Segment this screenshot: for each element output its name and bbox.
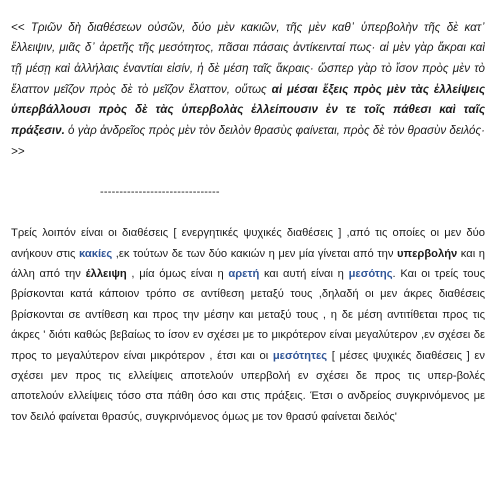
body-text: [ μέσες ψυχικές διαθέσεις ] εν σχέσει μεν προς τις ελλείψεις αποτελούν υπερβολή εν σχέσει δε προς τις υπερ-βολές αποτελούν ελλείψεις τόσο στα πάθη όσο και στις πράξεις. Έτσι ο ανδρείος συγκρινόμενος με τον δειλό φαίνεται θρασύς, συγκρινόμενος όμως με τον θρασύ φαίνεται δειλός' [11, 349, 486, 423]
body-text: ,εκ τούτων δε των δύο κακιών η μεν μία γίνεται από την [112, 247, 398, 260]
body-text: και η άλλη από την [11, 247, 485, 280]
term-mesotis: μεσότης [348, 268, 393, 280]
body-text: Τρείς λοιπόν είναι οι διαθέσεις [ ενεργητικές ψυχικές διαθέσεις ] ,από τις οποίες οι μεν δύο ανήκουν στις [11, 227, 485, 260]
body-text: . Και οι τρείς τους βρίσκονται κατά κάποιον τρόπο σε αντίθεση μεταξύ τους ,δηλαδή οι μεν άκρες διαθέσεις βρίσκονται σε αντίθεση και προς την μέσην και μεταξύ τους , η δε μέση αντιτίθεται προς τις άκρες ' διότι καθώς βεβαίως το ίσον εν σχέσει με το μικρότερον είναι μεγαλύτερον ,εν σχέσει δε προς το μεγαλύτερον είναι μικρότερον , έτσι και οι [11, 268, 485, 362]
term-yperboli: υπερβολήν [397, 247, 458, 260]
term-areti: αρετή [228, 268, 260, 280]
body-text: και αυτή είναι η [259, 268, 349, 280]
quote-bold-text: αἱ μέσαι ἕξεις πρὸς μὲν τὰς ἐλλείψεις ὑπερβάλλουσι πρὸς δὲ τὰς ὑπερβολὰς ἐλλείπουσιν ἐν τε τοῖς πάθεσι καὶ ταῖς πράξεσιν. [11, 82, 485, 138]
term-kakies: κακίες [78, 247, 113, 260]
term-mesotites: μεσότητες [272, 349, 328, 362]
section-divider: ------------------------------- [100, 186, 220, 198]
translation-paragraph [11, 223, 485, 427]
term-elleipsi: έλλειψη [85, 268, 127, 280]
quote-text-part-2: ὁ γὰρ ἀνδρεῖος πρὸς μὲν τὸν δειλὸν θρασὺς φαίνεται, πρὸς δὲ τὸν θρασὺν δειλός· >> [11, 124, 485, 158]
greek-quote [11, 18, 485, 163]
quote-text-part-1: << Τριῶν δὴ διαθέσεων οὐσῶν, δύο μὲν κακιῶν, τῆς μὲν καθ᾽ ὑπερβολὴν τῆς δὲ κατ᾽ ἔλλειψιν, μιᾶς δ᾽ ἀρετῆς τῆς μεσότητος, πᾶσαι πάσαις ἀντίκεινταί πως· αἱ μὲν γὰρ ἄκραι καὶ τῇ μέσῃ καὶ ἀλλήλαις ἐναντίαι εἰσίν, ἡ δὲ μέση ταῖς ἄκραις· ὥσπερ γὰρ τὸ ἴσον πρὸς μὲν τὸ ἔλαττον μεῖζον πρὸς δὲ τὸ μεῖζον ἔλαττον, οὕτως [11, 20, 485, 96]
body-text: , μία όμως είναι η [126, 268, 229, 280]
